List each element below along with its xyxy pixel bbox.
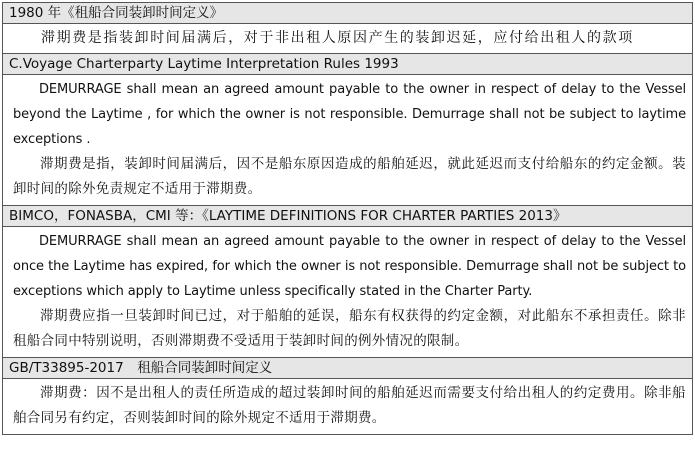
section-header-gbt: GB/T33895-2017 租船合同装卸时间定义: [3, 357, 692, 379]
section-body-2013: [3, 227, 692, 357]
paragraph-zh: 滞期费：因不是出租人的责任所造成的超过装卸时间的船舶延迟而需要支付给出租人的约定费用。除非船舶合同另有约定，否则装卸时间的除外规定不适用于滞期费。: [13, 385, 686, 426]
section-body-1993: [3, 75, 692, 205]
definitions-table: [2, 2, 693, 435]
paragraph-zh: 滞期费是指装卸时间届满后，对于非出租人原因产生的装卸迟延，应付给出租人的款项: [41, 30, 634, 46]
paragraph-en: DEMURRAGE shall mean an agreed amount payable to the owner in respect of delay to the Vessel once the Laytime has expired, for which the owner is not responsible. Demurrage shall not be subject to exceptions which apply to Laytime unless specifically stated in the Charter Party.: [13, 234, 686, 299]
section-header-1980: 1980 年《租船合同装卸时间定义》: [3, 3, 692, 24]
section-body-gbt: [3, 379, 692, 434]
section-header-2013: BIMCO，FONASBA，CMI 等：《LAYTIME DEFINITIONS FOR CHARTER PARTIES 2013》: [3, 205, 692, 227]
paragraph-zh: 滞期费应指一旦装卸时间已过，对于船舶的延误，船东有权获得的约定金额，对此船东不承担责任。除非租船合同中特别说明，否则滞期费不受适用于装卸时间的例外情况的限制。: [13, 308, 686, 349]
section-body-1980: [3, 24, 692, 53]
paragraph-en: DEMURRAGE shall mean an agreed amount payable to the owner in respect of delay to the Vessel beyond the Laytime , for which the owner is not responsible. Demurrage shall not be subject to laytime exceptions .: [13, 82, 686, 147]
paragraph-zh: 滞期费是指，装卸时间届满后，因不是船东原因造成的船舶延迟，就此延迟而支付给船东的约定金额。装卸时间的除外免责规定不适用于滞期费。: [13, 156, 686, 197]
section-header-1993: C.Voyage Charterparty Laytime Interpretation Rules 1993: [3, 53, 692, 75]
